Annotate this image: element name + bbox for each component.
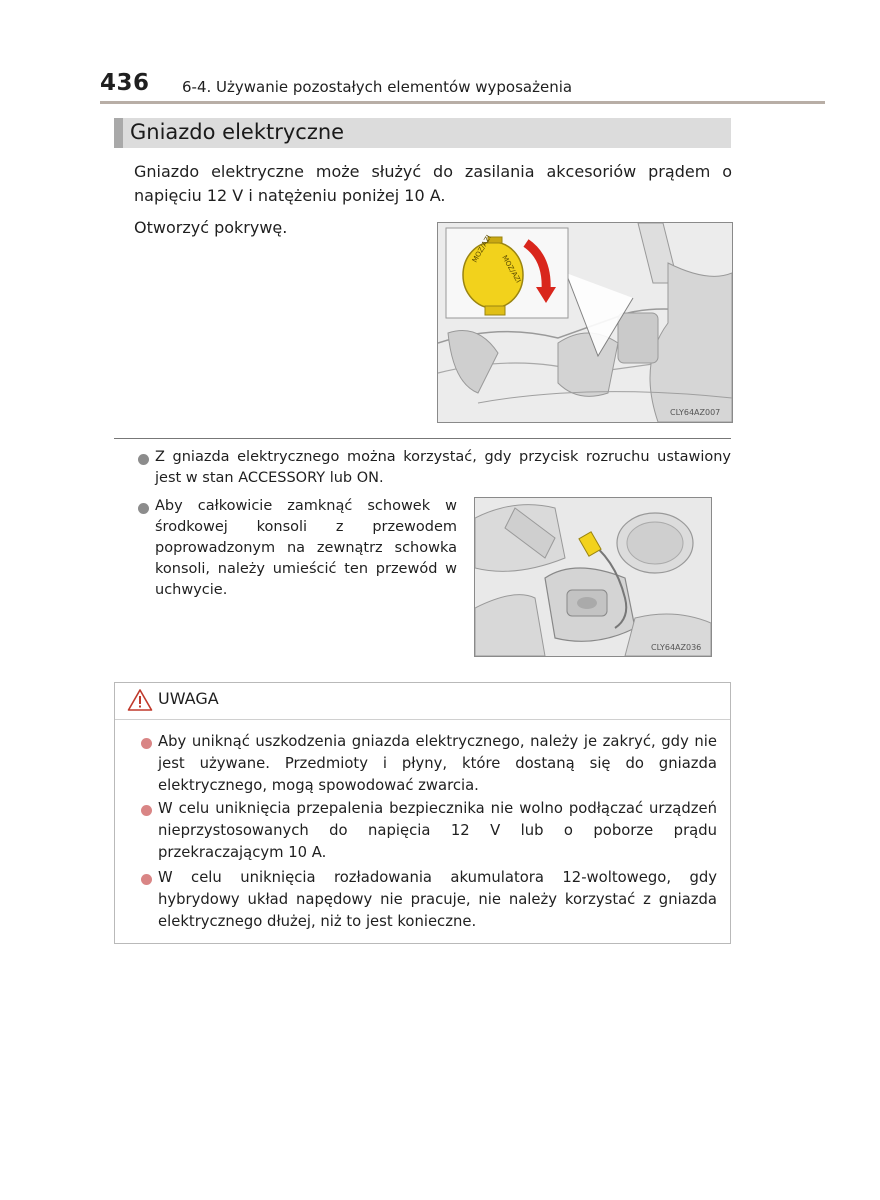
caution-item-2: W celu uniknięcia przepalenia bezpiecznika nie wolno podłączać urządzeń nieprzystosowanych do napięcia 12 V lub o poborze prądu przekraczającym 10 A. <box>158 800 717 861</box>
caution-title: UWAGA <box>158 689 219 708</box>
section-heading <box>114 118 731 148</box>
section-divider <box>114 438 731 439</box>
heading-accent-bar <box>114 118 123 148</box>
figure-code-1: CLY64AZ007 <box>670 408 721 417</box>
section-title: Gniazdo elektryczne <box>130 120 345 144</box>
chapter-title: 6-4. Używanie pozostałych elementów wyposażenia <box>182 78 573 96</box>
caution-item-3: W celu uniknięcia rozładowania akumulatora 12-woltowego, gdy hybrydowy układ napędowy nie pracuje, nie należy korzystać z gniazda elektrycznego dłużej, niż to jest konieczne. <box>158 869 717 930</box>
figure-socket-cover <box>437 222 733 423</box>
console-cable-illustration <box>475 498 711 656</box>
page-number: 436 <box>100 70 150 96</box>
cap-imprint-right: MOZ/AZI <box>500 254 523 285</box>
header-divider <box>100 101 825 104</box>
caution-bullet-3 <box>141 874 152 885</box>
note-bullet-2 <box>138 503 149 514</box>
intro-paragraph: Gniazdo elektryczne może służyć do zasilania akcesoriów prądem o napięciu 12 V i natężeniu poniżej 10 A. <box>134 162 732 205</box>
caution-bullet-2 <box>141 805 152 816</box>
note-2: Aby całkowicie zamknąć schowek w środkowej konsoli z przewodem poprowadzonym na zewnątrz schowka konsoli, należy umieścić ten przewód w uchwycie. <box>155 498 457 598</box>
socket-cover-illustration <box>438 223 732 422</box>
note-bullet-1 <box>138 454 149 465</box>
step-instruction: Otworzyć pokrywę. <box>134 218 288 237</box>
note-1: Z gniazda elektrycznego można korzystać, gdy przycisk rozruchu ustawiony jest w stan ACCESSORY lub ON. <box>155 449 731 486</box>
figure-code-2: CLY64AZ036 <box>651 643 702 652</box>
warning-icon <box>127 688 153 712</box>
caution-header <box>115 683 730 720</box>
caution-box <box>114 682 731 944</box>
figure-console-cable <box>474 497 712 657</box>
caution-item-1: Aby uniknąć uszkodzenia gniazda elektrycznego, należy je zakryć, gdy nie jest używane. Przedmioty i płyny, które dostaną się do gniazda elektrycznego, mogą spowodować zwarcia. <box>158 733 717 794</box>
caution-bullet-1 <box>141 738 152 749</box>
cap-imprint-left: MOZ/AZI <box>470 233 493 264</box>
